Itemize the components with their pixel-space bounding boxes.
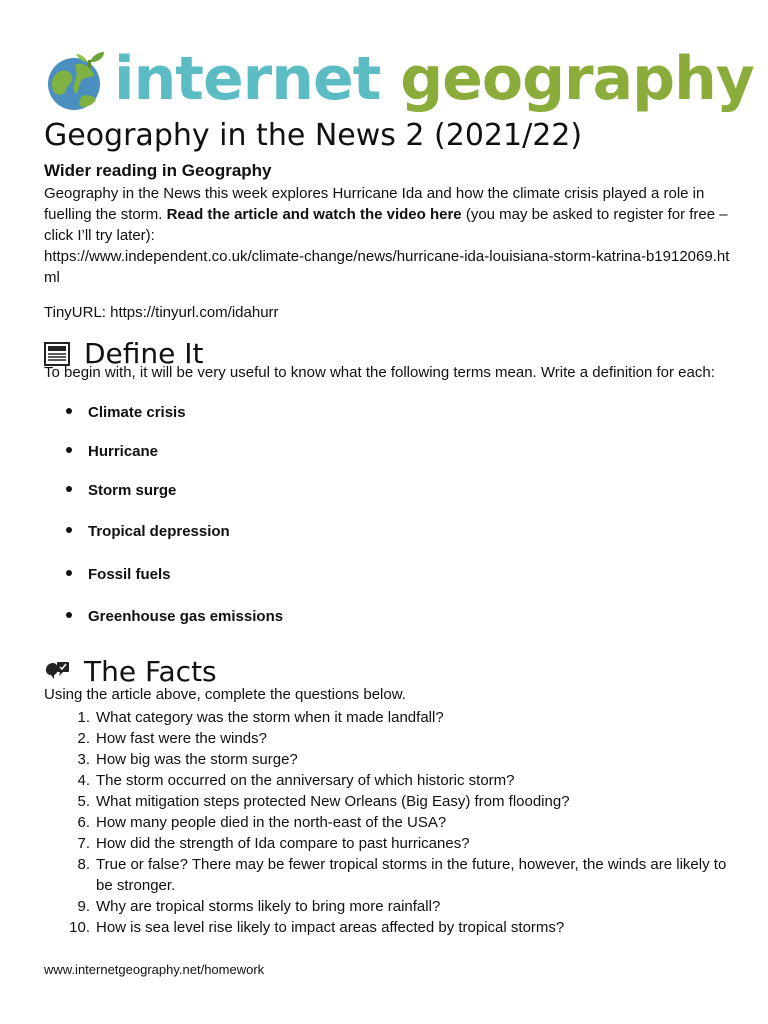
question-text: What category was the storm when it made landfall? [96,709,444,726]
list-item [66,566,171,583]
question-number: 9. [77,898,90,915]
question-text: What mitigation steps protected New Orleans (Big Easy) from flooding? [96,793,570,810]
speech-bubble-icon [44,660,70,684]
article-url-link[interactable]: https://www.independent.co.uk/climate-change/news/hurricane-ida-louisiana-storm-katrina-b1912069.html [44,248,730,286]
question-text: Why are tropical storms likely to bring more rainfall? [96,898,441,915]
bullet-icon [66,570,72,576]
globe-icon [46,50,108,112]
page-title: Geography in the News 2 (2021/22) [44,118,583,153]
logo-word-geography: geography [400,44,754,114]
define-intro: To begin with, it will be very useful to know what the following terms mean. Write a definition for each: [44,364,715,381]
internet-geography-logo[interactable] [46,44,754,118]
term-label: Tropical depression [88,523,230,540]
question-item [44,707,734,728]
question-text: How big was the storm surge? [96,751,298,768]
term-label: Storm surge [88,482,177,499]
bullet-icon [66,447,72,453]
list-item [66,443,158,460]
questions-list [44,707,734,938]
term-label: Climate crisis [88,404,186,421]
question-item [44,917,734,938]
term-label: Hurricane [88,443,159,460]
question-item [44,770,734,791]
question-item [44,749,734,770]
facts-intro: Using the article above, complete the questions below. [44,686,406,703]
question-text: How is sea level rise likely to impact areas affected by tropical storms? [96,919,565,936]
list-item [66,608,283,625]
question-number: 5. [77,793,90,810]
term-label: Greenhouse gas emissions [88,608,284,625]
logo-wordmark [114,44,754,114]
list-item [66,404,186,421]
question-item [44,812,734,833]
page-subtitle: Wider reading in Geography [44,161,272,180]
question-item [44,896,734,917]
question-number: 10. [69,919,90,936]
define-it-title: Define It [84,337,204,370]
question-item [44,728,734,749]
question-item [44,854,734,896]
intro-bold-instruction: Read the article and watch the video here [166,206,462,223]
question-item [44,791,734,812]
question-number: 1. [77,709,90,726]
the-facts-heading [44,655,217,688]
logo-word-internet: internet [114,44,381,114]
question-text: How fast were the winds? [96,730,267,747]
list-item [66,523,230,540]
question-text: How many people died in the north-east of the USA? [96,814,447,831]
question-number: 7. [77,835,90,852]
question-item [44,833,734,854]
footer-link[interactable]: www.internetgeography.net/homework [44,962,265,977]
term-label: Fossil fuels [88,566,171,583]
question-text: The storm occurred on the anniversary of which historic storm? [96,772,515,789]
intro-paragraph [44,183,734,288]
list-item [66,482,176,499]
intro-text-1: Geography in the News this week explores Hurricane Ida and how the climate crisis played a role in fuelling the storm. [44,185,705,223]
bullet-icon [66,486,72,492]
question-number: 8. [77,856,90,873]
tinyurl-link[interactable]: TinyURL: https://tinyurl.com/idahurr [44,304,279,321]
question-number: 3. [77,751,90,768]
bullet-icon [66,408,72,414]
question-text: True or false? There may be fewer tropical storms in the future, however, the winds are likely to be stronger. [96,856,727,894]
question-number: 6. [77,814,90,831]
bullet-icon [66,527,72,533]
question-number: 4. [77,772,90,789]
bullet-icon [66,612,72,618]
question-text: How did the strength of Ida compare to past hurricanes? [96,835,470,852]
intro-text-2: (you may be asked to register for free – click I’ll try later): [44,206,728,244]
the-facts-title: The Facts [84,655,217,688]
question-number: 2. [77,730,90,747]
